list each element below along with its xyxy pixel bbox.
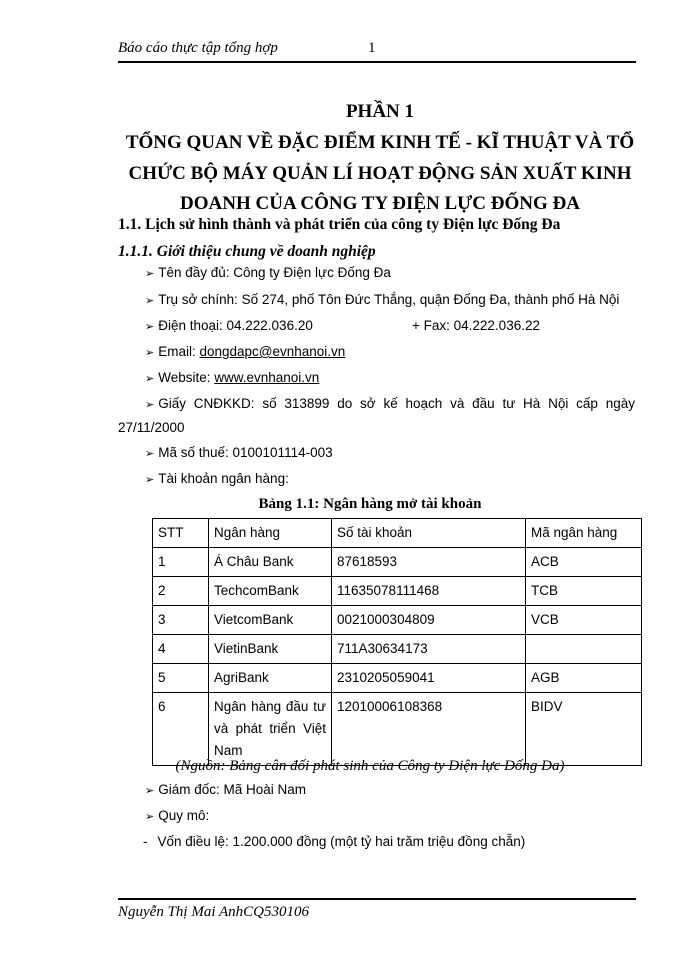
table-cell [526,635,642,664]
table-cell: 4 [153,635,209,664]
info-phone: ➢ Điện thoại: 04.222.036.20 [145,318,313,333]
table-cell: AGB [526,664,642,693]
table-row [153,693,642,766]
footer-rule [118,898,636,900]
page-header [118,40,638,57]
header-title: Báo cáo thực tập tổng hợp [118,40,278,56]
info-tax: ➢ Mã số thuế: 0100101114-003 [145,445,333,460]
table-cell: Á Châu Bank [209,548,332,577]
table-cell: 2 [153,577,209,606]
table-row [153,664,642,693]
email-link[interactable]: dongdapc@evnhanoi.vn [199,344,346,359]
footer-author: Nguyễn Thị Mai AnhCQ530106 [118,904,309,920]
table-cell: 12010006108368 [332,693,526,766]
arrow-bullet-icon: ➢ [145,784,155,797]
website-link[interactable]: www.evnhanoi.vn [214,370,320,385]
header-cell: STT [153,519,209,548]
table-cell: ACB [526,548,642,577]
table-header-row [153,519,642,548]
info-website: ➢ Website: www.evnhanoi.vn [145,370,320,385]
capital: - Vốn điều lệ: 1.200.000 đồng (một tỷ hai trăm triệu đồng chẵn) [143,834,526,849]
info-email: ➢ Email: dongdapc@evnhanoi.vn [145,344,346,359]
table-cell: VCB [526,606,642,635]
arrow-bullet-icon: ➢ [145,398,155,411]
table-cell: 87618593 [332,548,526,577]
part-title: PHẦN 1 [345,101,415,122]
header-cell: Số tài khoản [332,519,526,548]
info-name: ➢ Tên đầy đủ: Công ty Điện lực Đống Đa [145,265,391,280]
table-cell: 2310205059041 [332,664,526,693]
arrow-bullet-icon: ➢ [145,294,155,307]
table-cell: 5 [153,664,209,693]
table-cell: BIDV [526,693,642,766]
table-cell: 3 [153,606,209,635]
arrow-bullet-icon: ➢ [145,346,155,359]
arrow-bullet-icon: ➢ [145,320,155,333]
section-heading: 1.1. Lịch sử hình thành và phát triển của công ty Điện lực Đống Đa [118,216,561,233]
header-cell: Ngân hàng [209,519,332,548]
scale: ➢ Quy mô: [145,808,210,823]
table-cell: TCB [526,577,642,606]
arrow-bullet-icon: ➢ [145,372,155,385]
header-rule [118,61,636,63]
page-number: 1 [368,40,376,56]
arrow-bullet-icon: ➢ [145,267,155,280]
table-caption: Bảng 1.1: Ngân hàng mở tài khoản [258,496,482,512]
info-license-date: 27/11/2000 [118,420,185,435]
table-row [153,635,642,664]
table-cell: TechcomBank [209,577,332,606]
table-cell: 1 [153,548,209,577]
arrow-bullet-icon: ➢ [145,447,155,460]
heading-line-2: CHỨC BỘ MÁY QUẢN LÍ HOẠT ĐỘNG SẢN XUẤT KINH [128,163,632,184]
table-cell: 0021000304809 [332,606,526,635]
info-address: ➢ Trụ sở chính: Số 274, phố Tôn Đức Thắng, quận Đống Đa, thành phố Hà Nội [145,292,620,307]
table-row [153,548,642,577]
table-cell: Ngân hàng đầu tư và phát triển Việt Nam [209,693,332,766]
info-fax: + Fax: 04.222.036.22 [412,318,540,333]
header-cell: Mã ngân hàng [526,519,642,548]
table-cell: VietinBank [209,635,332,664]
arrow-bullet-icon: ➢ [145,473,155,486]
table-cell: 6 [153,693,209,766]
table-row [153,577,642,606]
table-source: (Nguồn: Bảng cân đối phát sinh của Công ty Điện lực Đống Đa) [175,758,565,774]
info-bank-accounts: ➢ Tài khoản ngân hàng: [145,471,289,486]
table-row [153,606,642,635]
arrow-bullet-icon: ➢ [145,810,155,823]
heading-line-3: DOANH CỦA CÔNG TY ĐIỆN LỰC ĐỐNG ĐA [180,193,580,214]
info-license: ➢ Giấy CNĐKKD: số 313899 do sở kế hoạch và đầu tư Hà Nội cấp ngày [145,396,635,411]
table-cell: AgriBank [209,664,332,693]
table-cell: 711A30634173 [332,635,526,664]
table-cell: 11635078111468 [332,577,526,606]
subsection-heading: 1.1.1. Giới thiệu chung về doanh nghiệp [118,243,376,260]
table-cell: VietcomBank [209,606,332,635]
dash-bullet-icon: - [143,834,148,849]
director: ➢ Giám đốc: Mã Hoài Nam [145,782,307,797]
bank-table [152,518,642,766]
heading-line-1: TỔNG QUAN VỀ ĐẶC ĐIỂM KINH TẾ - KĨ THUẬT VÀ TỔ [125,132,635,153]
